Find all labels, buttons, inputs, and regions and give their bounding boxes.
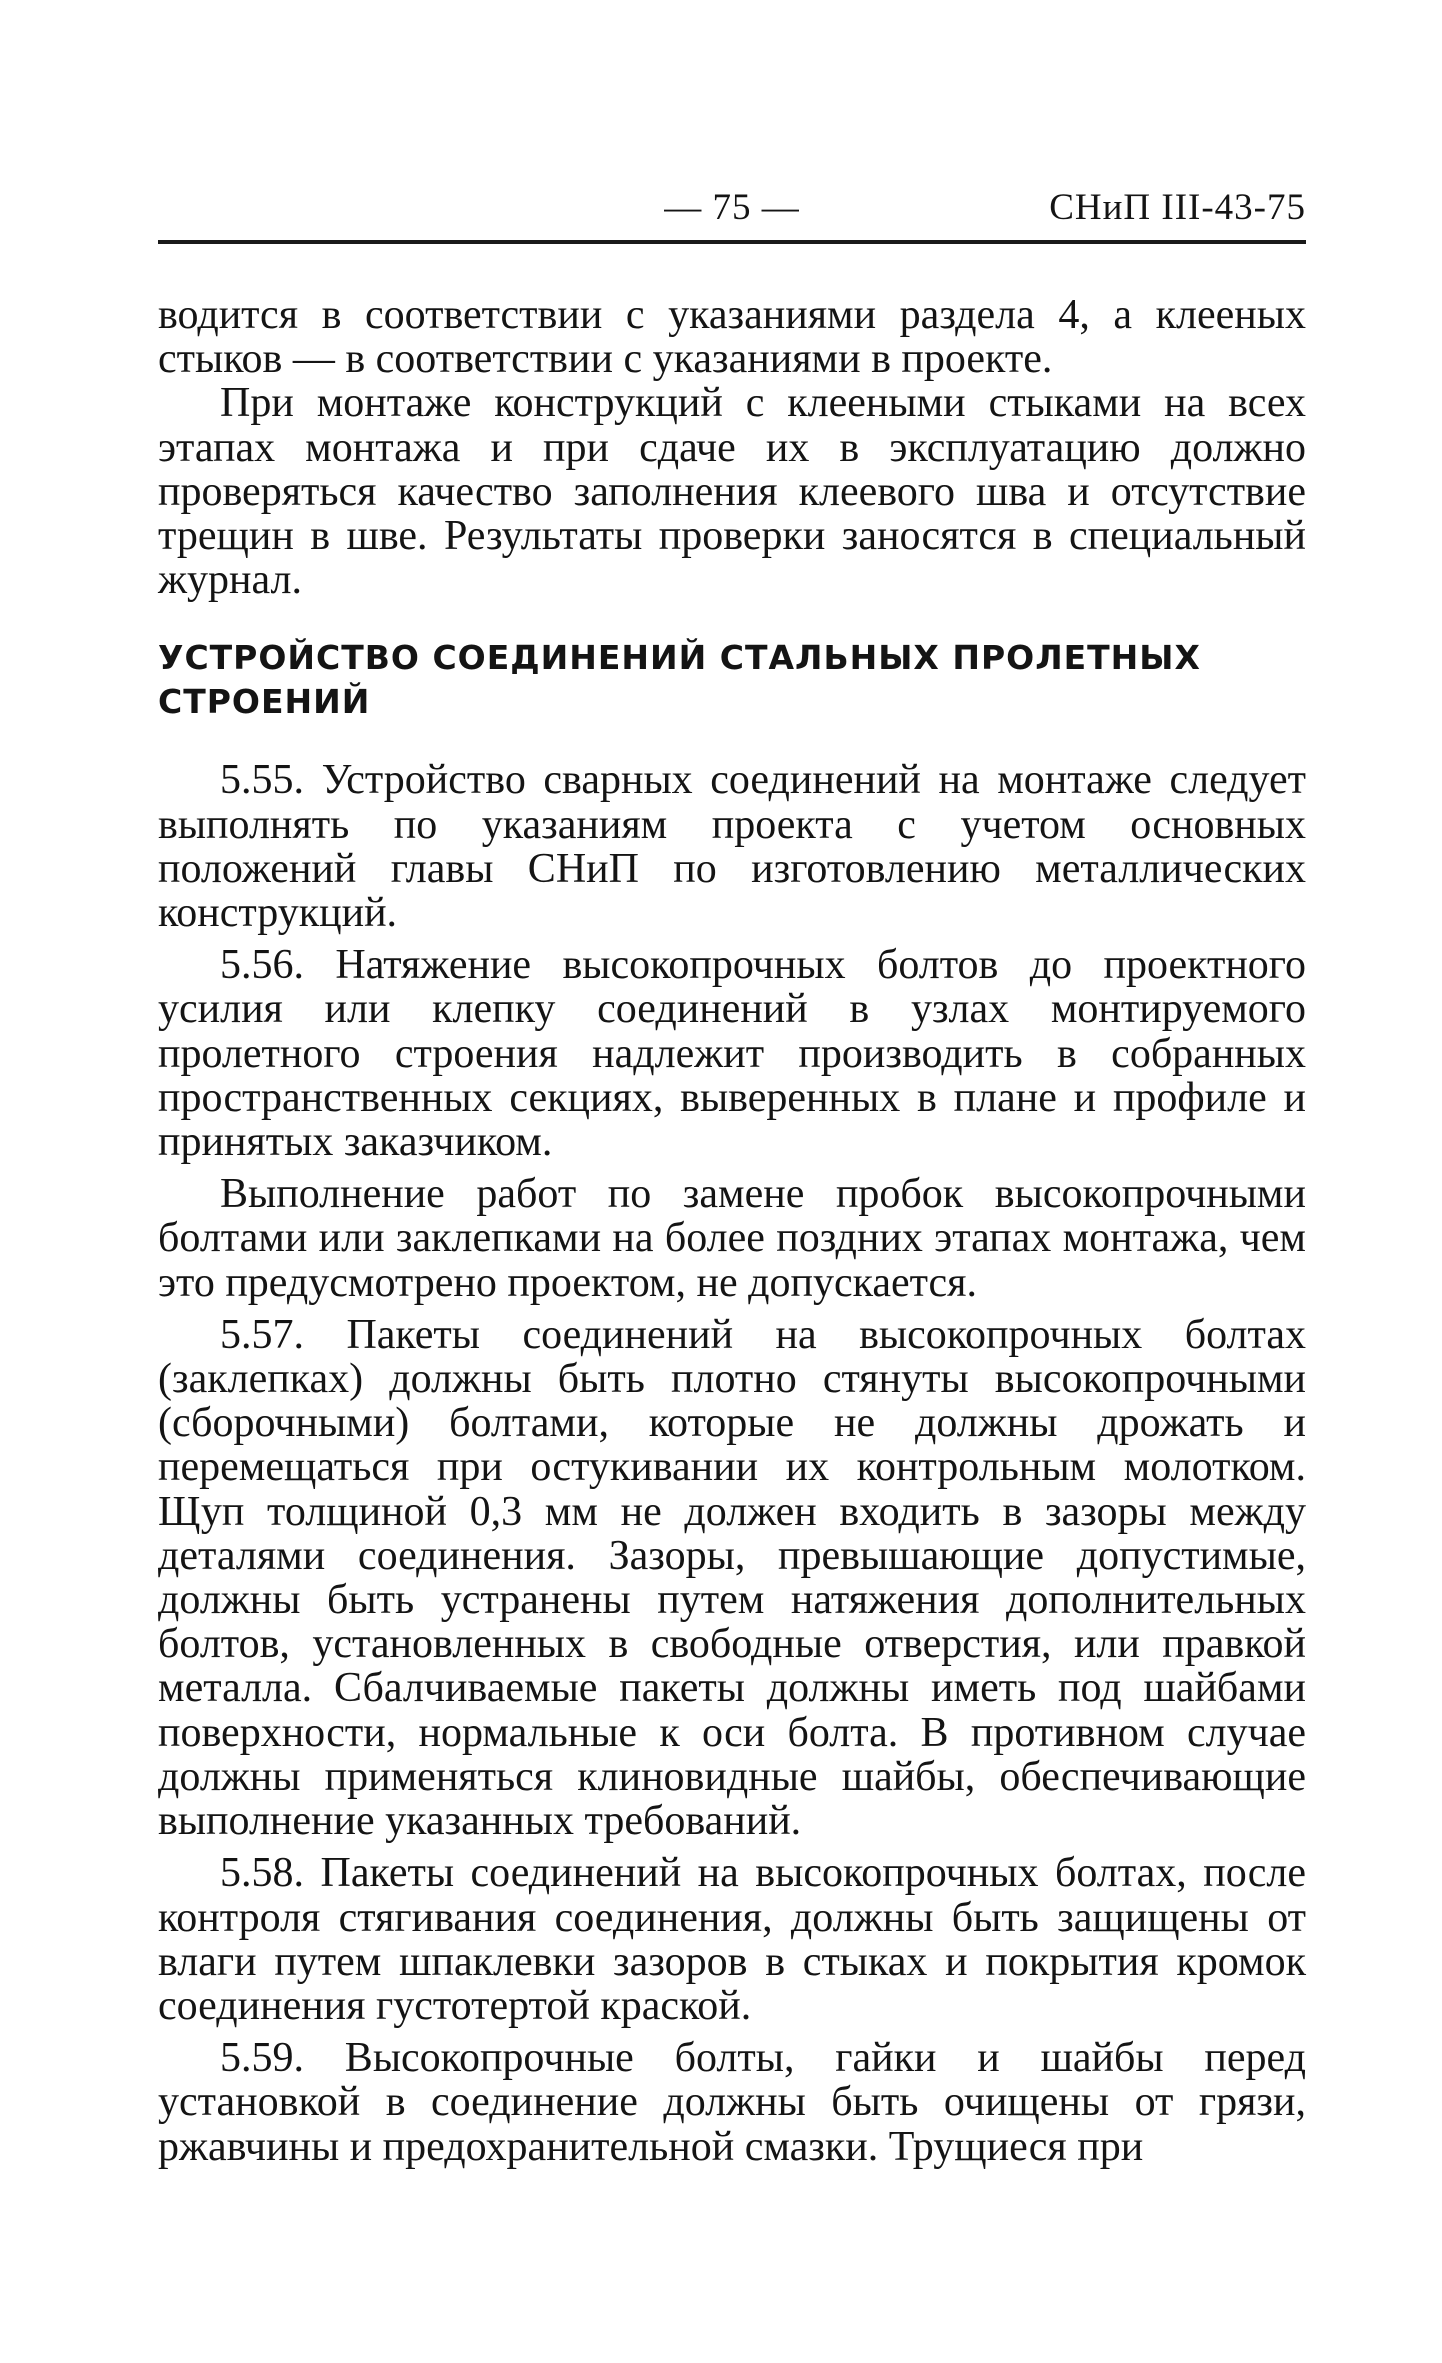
document-code: СНиП III-43-75 bbox=[1049, 187, 1306, 228]
body-text bbox=[158, 293, 1306, 2169]
section-heading: УСТРОЙСТВО СОЕДИНЕНИЙ СТАЛЬНЫХ ПРОЛЕТНЫХ СТРОЕНИЙ bbox=[158, 638, 1201, 722]
clause-5-57: 5.57. Пакеты соединений на высокопрочных болтах (заклепках) должны быть плотно стянуты высокопрочными (сборочными) болтами, которые не должны дрожать и перемещаться при остукивании их контрольным молотком. Щуп толщиной 0,3 мм не должен входить в зазоры между деталями соединения. Зазоры, превышающие допустимые, должны быть устранены путем натяжения дополнительных болтов, установленных в свободные отверстия, или правкой металла. Сбалчиваемые пакеты должны иметь под шайбами поверхности, нормальные к оси болта. В противном случае должны применяться клиновидные шайбы, обеспечивающие выполнение указанных требований. bbox=[158, 1311, 1306, 1845]
clause-5-56: 5.56. Натяжение высокопрочных болтов до проектного усилия или клепку соединений в узлах монтируемого пролетного строения надлежит производить в собранных пространственных секциях, выверенных в плане и профиле и принятых заказчиком. bbox=[158, 942, 1306, 1166]
clause-5-59: 5.59. Высокопрочные болты, гайки и шайбы перед установкой в соединение должны быть очищены от грязи, ржавчины и предохранительной смазки. Трущиеся при bbox=[158, 2035, 1306, 2170]
clause-5-58: 5.58. Пакеты соединений на высокопрочных болтах, после контроля стягивания соединения, должны быть защищены от влаги путем шпаклевки зазоров в стыках и покрытия кромок соединения густотертой краской. bbox=[158, 1850, 1306, 2029]
paragraph-glued-joints-inspection: При монтаже конструкций с клееными стыками на всех этапах монтажа и при сдаче их в эксплуатацию должно проверяться качество заполнения клеевого шва и отсутствие трещин в шве. Результаты проверки заносятся в специальный журнал. bbox=[158, 380, 1306, 604]
clause-5-55: 5.55. Устройство сварных соединений на монтаже следует выполнять по указаниям проекта с учетом основных положений главы СНиП по изготовлению металлических конструкций. bbox=[158, 757, 1306, 937]
clause-5-56-continued: Выполнение работ по замене пробок высокопрочными болтами или заклепками на более поздних этапах монтажа, чем это предусмотрено проектом, не допускается. bbox=[158, 1171, 1306, 1306]
header-rule bbox=[158, 240, 1306, 244]
page-number: — 75 — bbox=[664, 187, 800, 228]
page-header bbox=[158, 186, 1306, 242]
paragraph-continuation: водится в соответствии с указаниями раздела 4, а клееных стыков — в соответствии с указаниями в проекте. bbox=[158, 292, 1306, 383]
